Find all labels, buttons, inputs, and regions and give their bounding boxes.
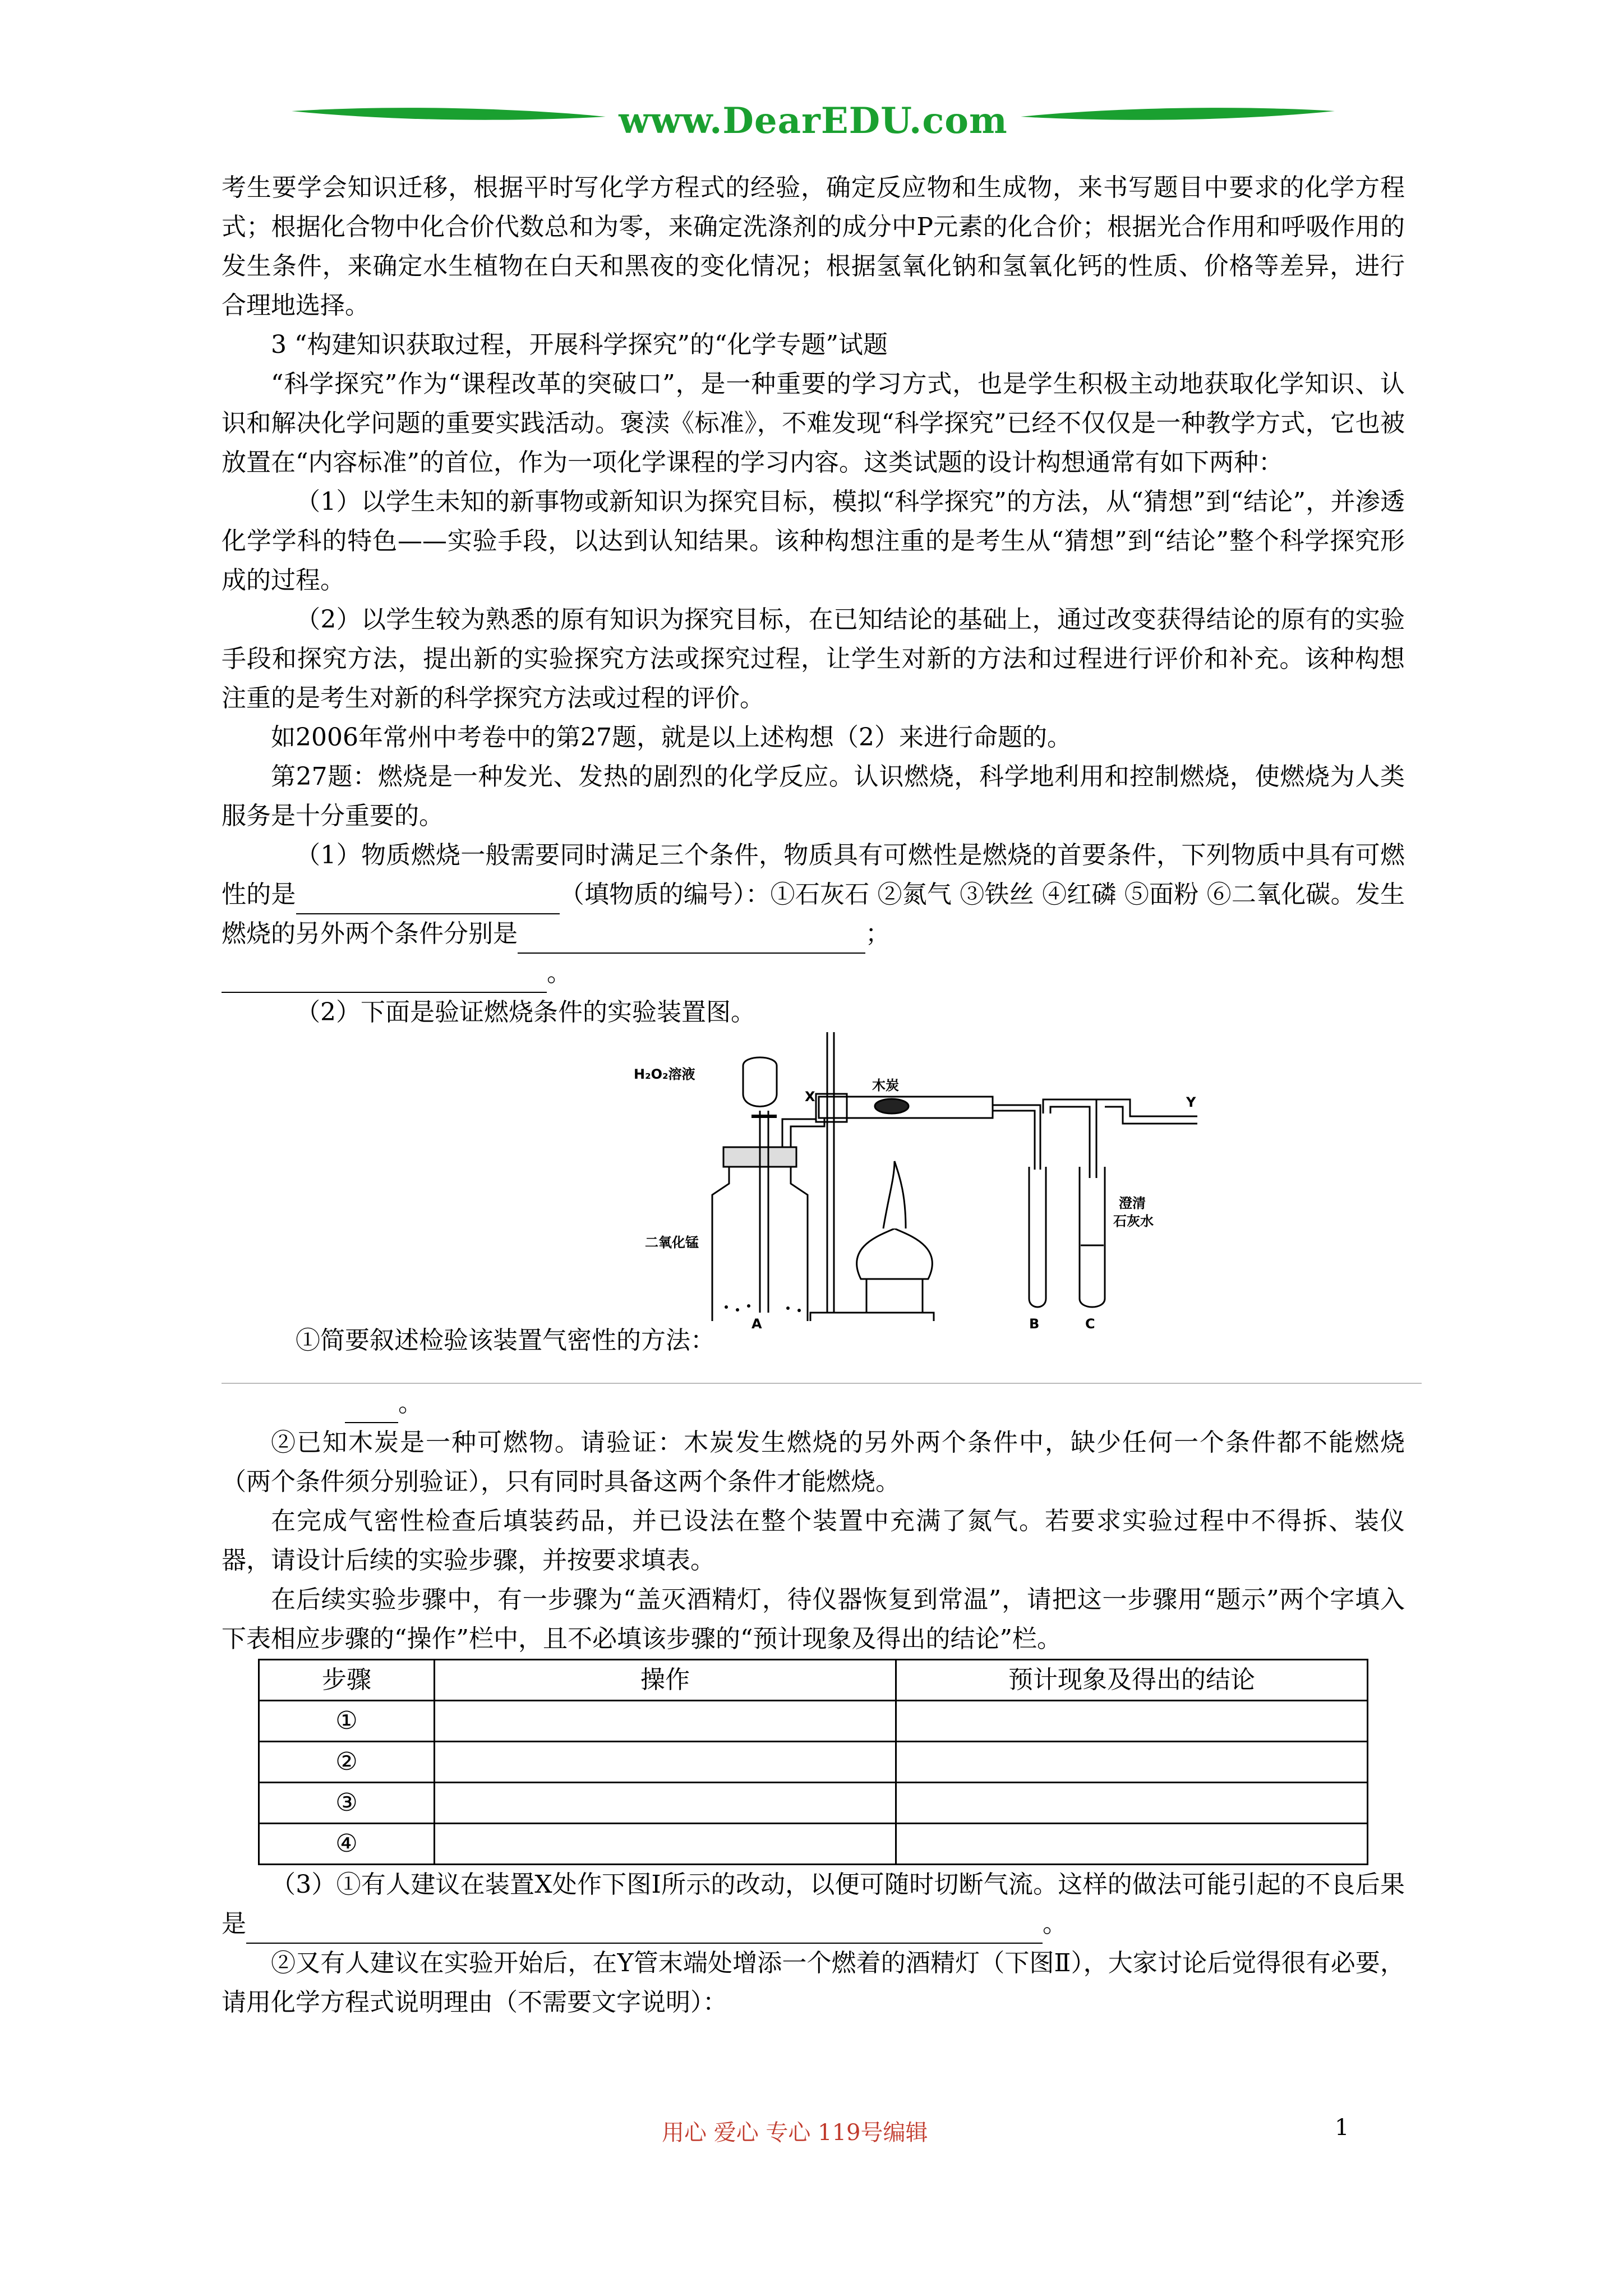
table-row xyxy=(259,1742,1368,1783)
mno2-label: 二氧化锰 xyxy=(645,1235,699,1250)
question-text: （1）物质燃烧一般需要同时满足三个条件，物质具有可燃性是燃烧的首要条件，下列物质中具有可燃性的是 xyxy=(222,841,1405,909)
paragraph: （1）以学生未知的新事物或新知识为探究目标，模拟“科学探究”的方法，从“猜想”到“结论”，并渗透化学学科的特色——实验手段，以达到认知结果。该种构想注重的是考生从“猜想”到“结论”整个科学探究形成的过程。 xyxy=(222,487,1405,595)
answer-blank[interactable] xyxy=(246,1915,1043,1944)
operation-cell[interactable] xyxy=(435,1783,896,1824)
conclusion-cell[interactable] xyxy=(896,1824,1368,1865)
conclusion-cell[interactable] xyxy=(896,1701,1368,1742)
limewater-label-2: 石灰水 xyxy=(1113,1213,1154,1229)
conclusion-cell[interactable] xyxy=(896,1742,1368,1783)
paragraph: 如2006年常州中考卷中的第27题，就是以上述构想（2）来进行命题的。 xyxy=(271,723,1072,752)
table-header: 步骤 xyxy=(259,1660,435,1701)
label-a: A xyxy=(751,1316,762,1332)
punctuation: 。 xyxy=(1043,1910,1067,1938)
question-text: ； xyxy=(865,919,890,948)
y-label: Y xyxy=(1186,1094,1196,1110)
apparatus-figure xyxy=(222,1032,1405,1332)
step-number: ① xyxy=(259,1701,435,1742)
paragraph: 在后续实验步骤中，有一步骤为“盖灭酒精灯，待仪器恢复到常温”，请把这一步骤用“题示”两个字填入下表相应步骤的“操作”栏中，且不必填该步骤的“预计现象及得出的结论”栏。 xyxy=(222,1585,1405,1653)
table-row xyxy=(259,1824,1368,1865)
answer-blank[interactable] xyxy=(345,1394,398,1423)
question-3-1 xyxy=(222,1865,1405,1944)
table-row xyxy=(259,1701,1368,1742)
paragraph: “科学探究”作为“课程改革的突破口”，是一种重要的学习方式，也是学生积极主动地获取化学知识、认识和解决化学问题的重要实践活动。褒渎《标准》，不难发现“科学探究”已经不仅仅是一种教学方式，它也被放置在“内容标准”的首位，作为一项化学课程的学习内容。这类试题的设计构想通常有如下两种： xyxy=(222,370,1405,477)
section-heading: 3 “构建知识获取过程，开展科学探究”的“化学专题”试题 xyxy=(271,330,888,359)
site-header xyxy=(292,84,1335,163)
footer-text: 用心 爱心 专心 119号编辑 xyxy=(662,2120,928,2146)
question-2-1-end xyxy=(345,1384,1405,1423)
label-c: C xyxy=(1085,1316,1095,1332)
step-number: ③ xyxy=(259,1783,435,1824)
table-header: 预计现象及得出的结论 xyxy=(896,1660,1368,1701)
table-header-row xyxy=(259,1660,1368,1701)
table-header: 操作 xyxy=(435,1660,896,1701)
step-number: ④ xyxy=(259,1824,435,1865)
answer-blank[interactable] xyxy=(296,885,560,914)
question-1 xyxy=(222,836,1405,993)
operation-cell[interactable] xyxy=(435,1701,896,1742)
question-text: 。 xyxy=(547,959,571,987)
step-number: ② xyxy=(259,1742,435,1783)
question-stem: 第27题：燃烧是一种发光、发热的剧烈的化学反应。认识燃烧，科学地利用和控制燃烧，使燃烧为人类服务是十分重要的。 xyxy=(222,762,1405,830)
document-body xyxy=(222,168,1405,2022)
question-2: （2）下面是验证燃烧条件的实验装置图。 xyxy=(296,998,755,1027)
punctuation: 。 xyxy=(398,1389,423,1418)
operation-cell[interactable] xyxy=(435,1824,896,1865)
paragraph: 考生要学会知识迁移，根据平时写化学方程式的经验，确定反应物和生成物，来书写题目中要求的化学方程式；根据化合物中化合价代数总和为零，来确定洗涤剂的成分中P元素的化合价；根据光合作用和呼吸作用的发生条件，来确定水生植物在白天和黑夜的变化情况；根据氢氧化钠和氢氧化钙的性质、价格等差异，进行合理地选择。 xyxy=(222,173,1405,320)
question-2-2: ②已知木炭是一种可燃物。请验证：木炭发生燃烧的另外两个条件中，缺少任何一个条件都不能燃烧（两个条件须分别验证），只有同时具备这两个条件才能燃烧。 xyxy=(222,1428,1405,1496)
question-3-2: ②又有人建议在实验开始后，在Y管末端处增添一个燃着的酒精灯（下图Ⅱ），大家讨论后觉得很有必要，请用化学方程式说明理由（不需要文字说明）： xyxy=(222,1949,1405,2017)
h2o2-label: H₂O₂溶液 xyxy=(634,1066,695,1082)
paragraph: 在完成气密性检查后填装药品，并已设法在整个装置中充满了氮气。若要求实验过程中不得拆、装仪器，请设计后续的实验步骤，并按要求填表。 xyxy=(222,1507,1405,1575)
table-row xyxy=(259,1783,1368,1824)
paragraph: （2）以学生较为熟悉的原有知识为探究目标，在已知结论的基础上，通过改变获得结论的原有的实验手段和探究方法，提出新的实验探究方法或探究过程，让学生对新的方法和过程进行评价和补充。该种构想注重的是考生对新的科学探究方法或过程的评价。 xyxy=(222,605,1405,712)
question-2-1: ①简要叙述检验该装置气密性的方法： xyxy=(296,1326,715,1355)
question-text: （填物质的编号）：①石灰石 ②氮气 ③铁丝 ④红磷 ⑤面粉 ⑥二氧化碳。发生燃烧的另外两个条件分别是 xyxy=(222,880,1405,948)
answer-blank[interactable] xyxy=(518,924,865,954)
label-b: B xyxy=(1029,1316,1040,1332)
site-logo: www.DearEDU.com xyxy=(619,100,1008,142)
operation-cell[interactable] xyxy=(435,1742,896,1783)
limewater-label-1: 澄清 xyxy=(1119,1195,1146,1211)
page-number: 1 xyxy=(1335,2115,1349,2141)
steps-table xyxy=(258,1659,1368,1865)
x-label: X xyxy=(805,1089,815,1105)
answer-blank[interactable] xyxy=(222,964,547,993)
conclusion-cell[interactable] xyxy=(896,1783,1368,1824)
apparatus-diagram xyxy=(222,1032,1405,1321)
question-text: （3）①有人建议在装置X处作下图Ⅰ所示的改动，以便可随时切断气流。这样的做法可能引起的不良后果是 xyxy=(222,1870,1405,1938)
charcoal-label: 木炭 xyxy=(872,1078,899,1093)
